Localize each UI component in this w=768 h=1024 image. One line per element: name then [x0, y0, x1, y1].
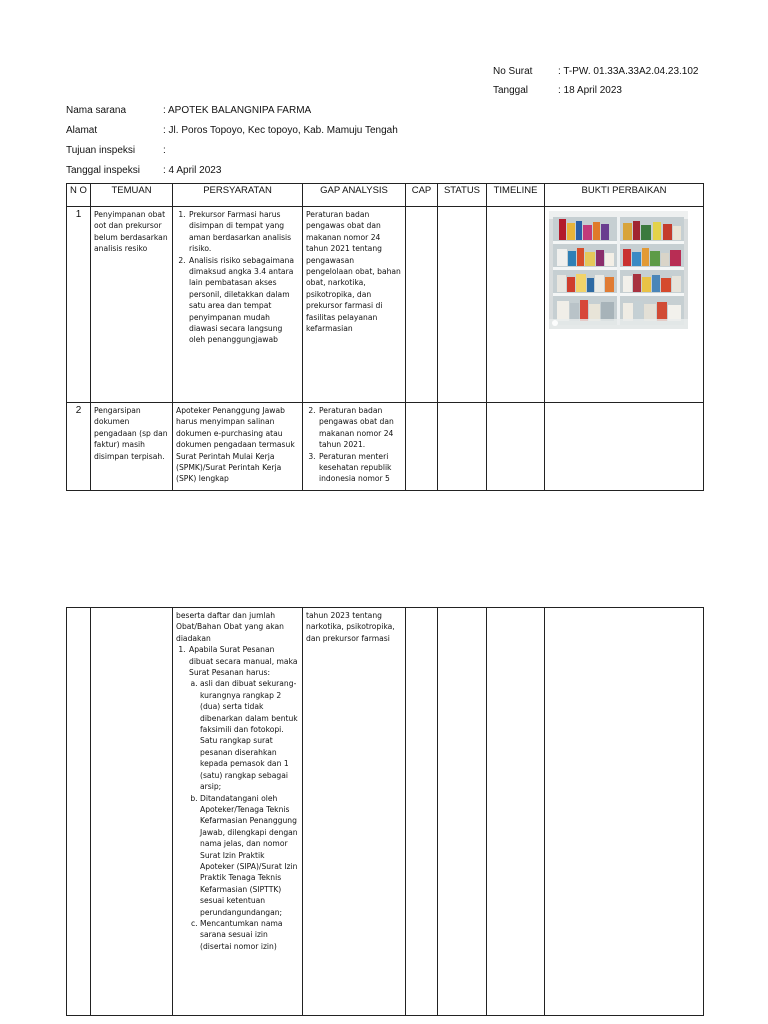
tanggal-value: : 18 April 2023 — [558, 85, 622, 96]
tujuan-label: Tujuan inspeksi — [66, 145, 136, 156]
row1-no: 1 — [67, 207, 91, 403]
cont-temuan — [91, 608, 173, 1016]
nama-sarana-label: Nama sarana — [66, 105, 127, 116]
nama-sarana-value: : APOTEK BALANGNIPA FARMA — [163, 105, 312, 116]
row1-timeline — [487, 207, 545, 403]
row2-bukti-perbaikan — [545, 403, 704, 491]
findings-table-continuation — [66, 607, 704, 1016]
row2-timeline — [487, 403, 545, 491]
cont-persyaratan — [173, 608, 303, 1016]
header-persyaratan: PERSYARATAN — [173, 184, 303, 207]
row1-cap — [406, 207, 438, 403]
row1-temuan: Penyimpanan obat oot dan prekursor belum berdasarkan analisis resiko — [91, 207, 173, 403]
cont-no — [67, 608, 91, 1016]
row2-no: 2 — [67, 403, 91, 491]
cont-persyaratan-sub-c: c. Mencantumkan nama sarana sesuai izin (disertai nomor izin) — [200, 918, 299, 952]
cont-bukti-perbaikan — [545, 608, 704, 1016]
header-timeline: TIMELINE — [487, 184, 545, 207]
row1-persyaratan-item-2: 2. Analisis risiko sebagaimana dimaksud angka 3.4 antara lain pembatasan akses personil, diletakkan dalam satu area dan tempat penyimpanan mudah diawasi secara langsung oleh penanggungjawab — [188, 255, 299, 346]
alamat-value: : Jl. Poros Topoyo, Kec topoyo, Kab. Mamuju Tengah — [163, 125, 398, 136]
row2-gap-item-2: 2. Peraturan badan pengawas obat dan makanan nomor 24 tahun 2021. — [318, 405, 402, 451]
no-surat-value: : T-PW. 01.33A.33A2.04.23.102 — [558, 66, 699, 77]
alamat-label: Alamat — [66, 125, 98, 136]
tanggal-label: Tanggal — [493, 85, 529, 96]
row2-gap-item-3: 3. Peraturan menteri kesehatan republik indonesia nomor 5 — [318, 451, 402, 485]
table-row — [67, 608, 704, 1016]
cont-persyaratan-sub-a: a. asli dan dibuat sekurang-kurangnya rangkap 2 (dua) serta tidak dibenarkan dalam bentuk faksimili dan fotokopi. Satu rangkap surat pesanan diserahkan kepada pemasok dan 1 (satu) rangkap sebagai arsip; — [200, 678, 299, 792]
header-no: N O — [67, 184, 91, 207]
row2-cap — [406, 403, 438, 491]
cont-status — [438, 608, 487, 1016]
row2-status — [438, 403, 487, 491]
cont-gap-analysis: tahun 2023 tentang narkotika, psikotropika, dan prekursor farmasi — [303, 608, 406, 1016]
row2-persyaratan: Apoteker Penanggung Jawab harus menyimpan salinan dokumen e-purchasing atau dokumen pengadaan termasuk Surat Perintah Mulai Kerja (SPMK)/Surat Perintah Kerja (SPK) lengkap — [173, 403, 303, 491]
table-row — [67, 207, 704, 403]
header-cap: CAP — [406, 184, 438, 207]
cont-persyaratan-intro: beserta daftar dan jumlah Obat/Bahan Obat yang akan diadakan — [176, 611, 284, 643]
cont-persyaratan-item-1 — [188, 644, 299, 952]
row2-gap-analysis — [303, 403, 406, 491]
header-bukti-perbaikan: BUKTI PERBAIKAN — [545, 184, 704, 207]
pharmacy-shelf-photo — [549, 211, 688, 329]
row1-persyaratan-item-1: 1. Prekursor Farmasi harus disimpan di tempat yang aman berdasarkan analisis risiko. — [188, 209, 299, 255]
cont-persyaratan-item-text: Apabila Surat Pesanan dibuat secara manual, maka Surat Pesanan harus: — [189, 645, 298, 678]
header-temuan: TEMUAN — [91, 184, 173, 207]
tanggal-inspeksi-value: : 4 April 2023 — [163, 165, 222, 176]
row1-gap-analysis: Peraturan badan pengawas obat dan makanan nomor 24 tahun 2021 tentang pengawasan pengelolaan obat, bahan obat, narkotika, psikotropika, dan prekursor farmasi di fasilitas pelayanan kefarmasian — [303, 207, 406, 403]
row2-temuan: Pengarsipan dokumen pengadaan (sp dan faktur) masih disimpan terpisah. — [91, 403, 173, 491]
row1-bukti-perbaikan — [545, 207, 704, 403]
header-gap-analysis: GAP ANALYSIS — [303, 184, 406, 207]
table-header-row — [67, 184, 704, 207]
no-surat-label: No Surat — [493, 66, 533, 77]
findings-table — [66, 183, 704, 491]
row1-persyaratan — [173, 207, 303, 403]
cont-persyaratan-sub-b: b. Ditandatangani oleh Apoteker/Tenaga Teknis Kefarmasian Penanggung Jawab, dilengkapi dengan nama jelas, dan nomor Surat Izin Praktik Apoteker (SIPA)/Surat Izin Praktik Tenaga Teknis Kefarmasian (SIPTTK) sesuai ketentuan perundangundangan; — [200, 793, 299, 918]
cont-cap — [406, 608, 438, 1016]
table-row — [67, 403, 704, 491]
tujuan-value: : — [163, 145, 166, 156]
cont-timeline — [487, 608, 545, 1016]
header-status: STATUS — [438, 184, 487, 207]
tanggal-inspeksi-label: Tanggal inspeksi — [66, 165, 140, 176]
row1-status — [438, 207, 487, 403]
